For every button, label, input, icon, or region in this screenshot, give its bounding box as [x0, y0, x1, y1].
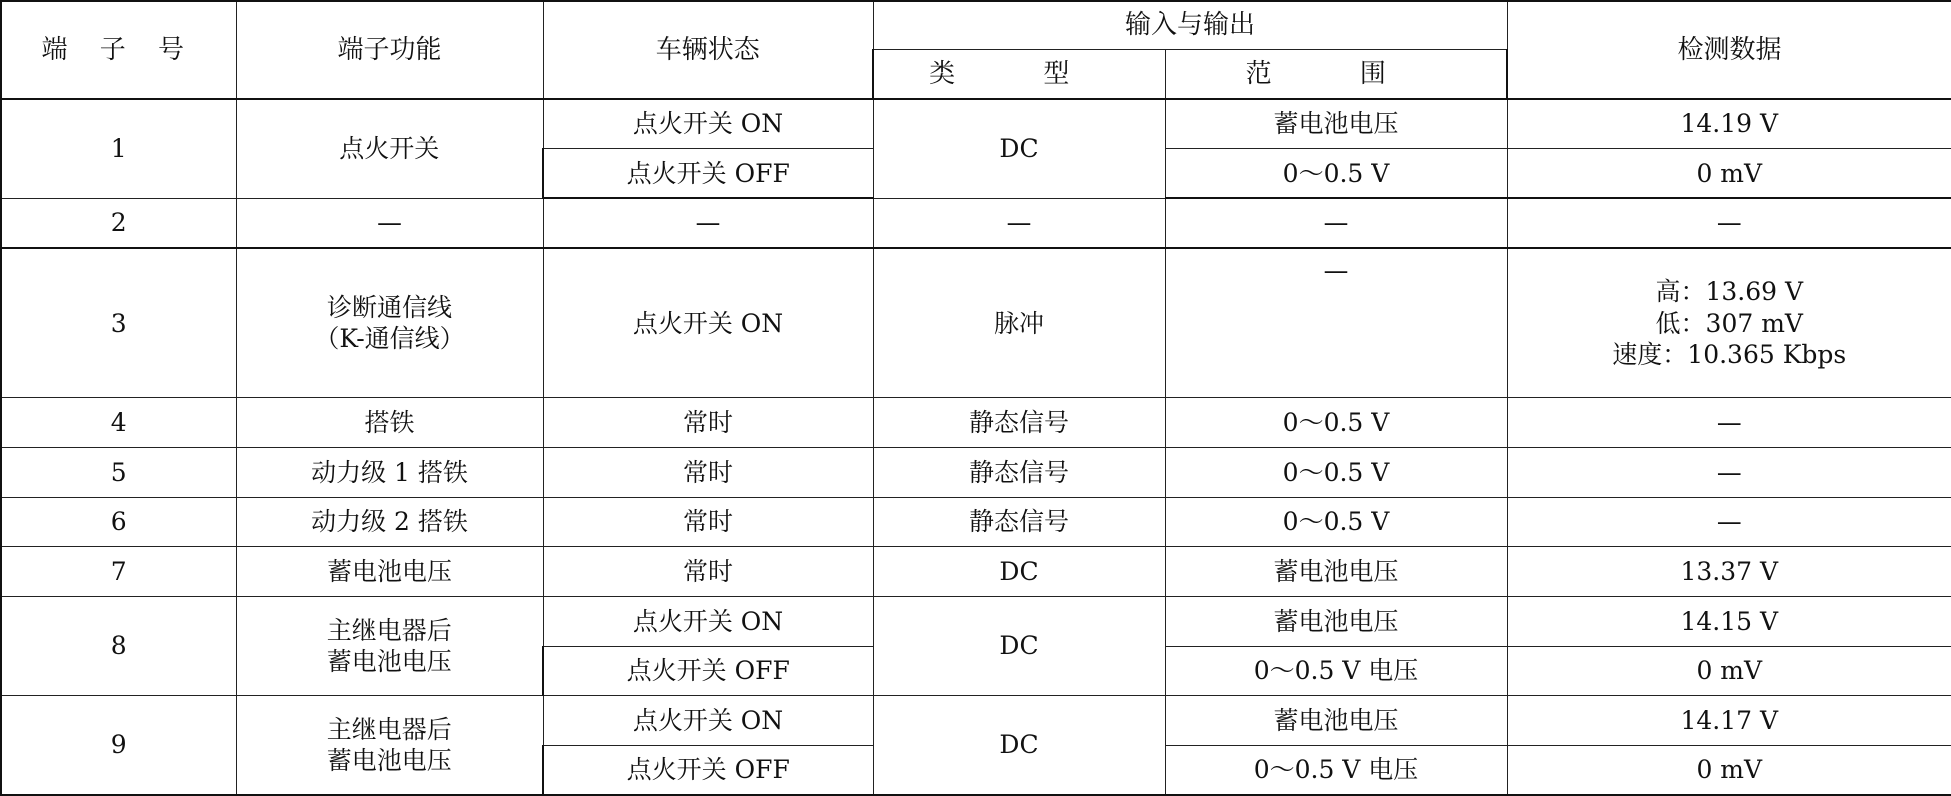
terminal-function: 点火开关: [236, 99, 543, 198]
vehicle-state: 常时: [543, 448, 873, 498]
measured-value-line: 低：307 mV: [1655, 308, 1803, 338]
measured-value: [1507, 248, 1951, 398]
io-type: DC: [873, 696, 1165, 795]
io-type: 静态信号: [873, 398, 1165, 448]
io-type: DC: [873, 99, 1165, 198]
measured-value: 14.15 V: [1507, 596, 1951, 646]
io-range: 0～0.5 V 电压: [1165, 646, 1507, 696]
measured-value: 13.37 V: [1507, 547, 1951, 597]
measured-value: 14.19 V: [1507, 99, 1951, 149]
measured-value: —: [1507, 198, 1951, 248]
terminal-function-line: 主继电器后: [326, 714, 452, 744]
measured-value: 0 mV: [1507, 745, 1951, 795]
io-type: 静态信号: [873, 448, 1165, 498]
measured-value: —: [1507, 448, 1951, 498]
table-row: [1, 99, 1951, 149]
io-range: 0～0.5 V: [1165, 398, 1507, 448]
terminal-no: 6: [1, 497, 236, 547]
measured-value-line: 高：13.69 V: [1655, 277, 1804, 307]
terminal-function: 搭铁: [236, 398, 543, 448]
io-type: 脉冲: [873, 248, 1165, 398]
table-row: [1, 596, 1951, 646]
terminal-function: 动力级 1 搭铁: [236, 448, 543, 498]
terminal-no: 8: [1, 596, 236, 695]
terminal-function-line: （K-通信线）: [314, 324, 465, 354]
terminal-no: 7: [1, 547, 236, 597]
vehicle-state: 常时: [543, 398, 873, 448]
vehicle-state: 常时: [543, 497, 873, 547]
vehicle-state: 常时: [543, 547, 873, 597]
io-range: —: [1165, 198, 1507, 248]
measured-value: —: [1507, 398, 1951, 448]
vehicle-state: 点火开关 OFF: [543, 646, 873, 696]
terminal-no: 2: [1, 198, 236, 248]
table-row: [1, 497, 1951, 547]
header-measured: 检测数据: [1507, 1, 1951, 99]
terminal-function: [236, 696, 543, 795]
measured-value-line: 速度：10.365 Kbps: [1612, 339, 1847, 369]
terminal-function-line: 蓄电池电压: [326, 647, 452, 677]
io-range: 蓄电池电压: [1165, 596, 1507, 646]
header-terminal-no: 端 子 号: [1, 1, 236, 99]
vehicle-state: 点火开关 OFF: [543, 745, 873, 795]
io-range: 蓄电池电压: [1165, 99, 1507, 149]
table-row: [1, 547, 1951, 597]
terminal-function-line: 主继电器后: [326, 615, 452, 645]
measured-value: —: [1507, 497, 1951, 547]
terminal-no: 1: [1, 99, 236, 198]
terminal-no: 9: [1, 696, 236, 795]
header-io-range: 范 围: [1165, 49, 1507, 99]
io-range: 0～0.5 V: [1165, 497, 1507, 547]
table-row: [1, 696, 1951, 746]
io-range: 0～0.5 V: [1165, 149, 1507, 199]
table-row: [1, 448, 1951, 498]
header-function: 端子功能: [236, 1, 543, 99]
terminal-function: [236, 596, 543, 695]
terminal-no: 4: [1, 398, 236, 448]
terminal-function: 蓄电池电压: [236, 547, 543, 597]
vehicle-state: 点火开关 ON: [543, 596, 873, 646]
header-io-type: 类 型: [873, 49, 1165, 99]
terminal-function-line: 蓄电池电压: [326, 746, 452, 776]
io-type: —: [873, 198, 1165, 248]
io-type: DC: [873, 547, 1165, 597]
terminal-function: [236, 248, 543, 398]
vehicle-state: 点火开关 ON: [543, 99, 873, 149]
io-type: DC: [873, 596, 1165, 695]
io-range: 蓄电池电压: [1165, 547, 1507, 597]
header-io: 输入与输出: [873, 1, 1507, 49]
terminal-no: 3: [1, 248, 236, 398]
table-row: [1, 198, 1951, 248]
terminal-no: 5: [1, 448, 236, 498]
measured-value: 0 mV: [1507, 149, 1951, 199]
terminal-function: 动力级 2 搭铁: [236, 497, 543, 547]
vehicle-state: 点火开关 OFF: [543, 149, 873, 199]
vehicle-state: —: [543, 198, 873, 248]
terminal-function: —: [236, 198, 543, 248]
io-type: 静态信号: [873, 497, 1165, 547]
io-range: 0～0.5 V 电压: [1165, 745, 1507, 795]
io-range: —: [1165, 248, 1507, 398]
vehicle-state: 点火开关 ON: [543, 248, 873, 398]
vehicle-state: 点火开关 ON: [543, 696, 873, 746]
io-range: 0～0.5 V: [1165, 448, 1507, 498]
table-row: [1, 248, 1951, 398]
table-row: [1, 398, 1951, 448]
header-vehicle-state: 车辆状态: [543, 1, 873, 99]
terminal-function-line: 诊断通信线: [326, 292, 452, 322]
measured-value: 0 mV: [1507, 646, 1951, 696]
io-range: 蓄电池电压: [1165, 696, 1507, 746]
measured-value: 14.17 V: [1507, 696, 1951, 746]
